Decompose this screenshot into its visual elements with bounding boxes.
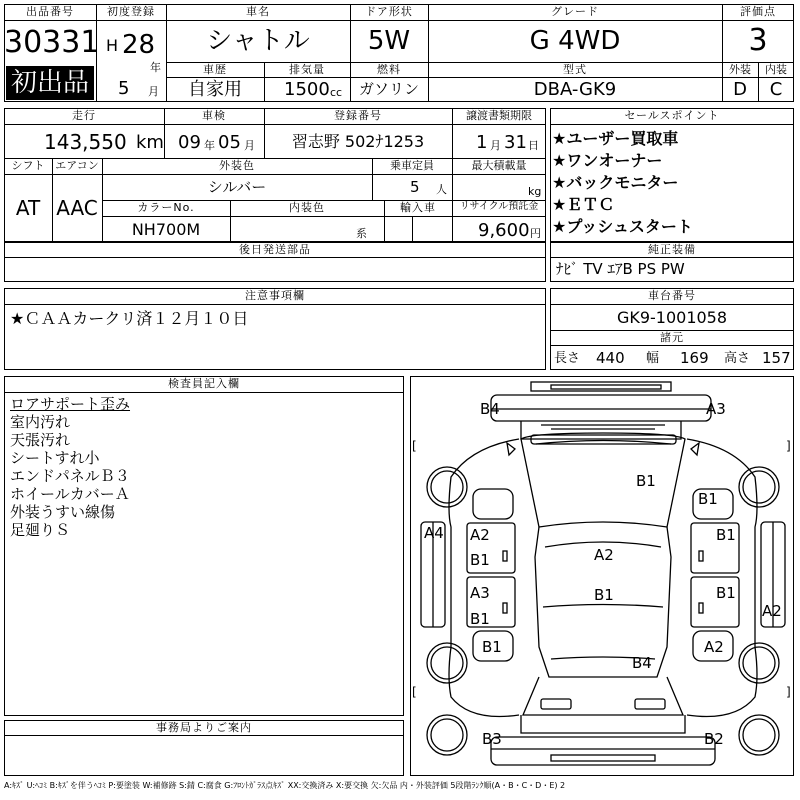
color-no: NH700M (131, 220, 201, 239)
bracket: [ (412, 439, 417, 453)
model-label: 型式 (563, 63, 587, 76)
damage-mark: B4 (632, 654, 652, 672)
capacity-label: 乗車定員 (390, 159, 434, 172)
damage-mark: B1 (594, 586, 614, 604)
fuel-label: 燃料 (377, 63, 401, 76)
equipment: ﾅﾋﾞ TV ｴｱB PS PW (556, 260, 685, 278)
damage-mark: B1 (636, 472, 656, 490)
inspector-remark: 足廻りＳ (10, 521, 71, 539)
sales-point: ★ＥＴＣ (552, 195, 615, 214)
inspection-year-unit: 年 (204, 139, 215, 152)
damage-mark: B1 (482, 638, 502, 656)
inspection-label: 車検 (202, 109, 226, 122)
inspector-remark: ホイールカバーＡ (10, 485, 130, 503)
sales-point: ★バックモニター (552, 173, 679, 192)
plate-number: 習志野 502ﾅ1253 (291, 132, 425, 151)
damage-mark: B3 (482, 730, 502, 748)
first-listing-badge: 初出品 (6, 66, 94, 100)
year-unit: 年 (150, 61, 161, 74)
damage-diagram (410, 376, 794, 776)
lot-number: 30331 (4, 25, 100, 60)
inspection-year: 09 (178, 132, 201, 153)
capacity: 5 (410, 178, 420, 196)
sales-point: ★プッシュスタート (552, 217, 693, 236)
exterior-color: シルバー (207, 178, 267, 196)
score-label: 評価点 (740, 5, 776, 18)
length: 440 (596, 349, 625, 367)
inspector-remark: シートすれ小 (10, 449, 100, 467)
car-outline (411, 377, 795, 777)
score: 3 (748, 23, 768, 58)
inspection-month: 05 (218, 132, 241, 153)
first-reg-year: 28 (122, 30, 156, 60)
max-load-label: 最大積載量 (471, 159, 527, 172)
equipment-label: 純正装備 (648, 243, 696, 256)
legend: A:ｷｽﾞ U:ﾍｺﾐ B:ｷｽﾞを伴うﾍｺﾐ P:要塗装 W:補修跡 S:錆 C:腐食 G:ﾌﾛﾝﾄｶﾞﾗｽ点ｷｽﾞ XX:交換済み X:要交換 欠:欠品 内・外装評価 5段階ﾗﾝｸ順(A・B・C・D・E) 2 (4, 781, 566, 790)
interior-color-unit: 系 (356, 227, 367, 240)
damage-mark: B1 (470, 551, 490, 569)
mileage-unit: km (136, 132, 164, 153)
damage-mark: B1 (716, 584, 736, 602)
transfer-day-unit: 日 (528, 139, 539, 152)
bracket: [ (412, 685, 417, 699)
inspection-month-unit: 月 (244, 139, 255, 152)
ac: AAC (56, 196, 98, 220)
grade: G 4WD (529, 26, 621, 56)
spec-block (4, 108, 546, 242)
door-type: 5W (367, 26, 411, 56)
transfer-month-unit: 月 (490, 139, 501, 152)
exterior-grade: D (733, 79, 747, 100)
inspector-remark: エンドパネルＢ３ (10, 467, 130, 485)
max-load-unit: kg (528, 185, 542, 198)
damage-mark: B1 (470, 610, 490, 628)
shift: AT (15, 196, 41, 220)
interior-color-label: 内装色 (289, 201, 325, 214)
height: 157 (762, 349, 791, 367)
notes-label: 注意事項欄 (245, 289, 305, 302)
sales-points-label: セールスポイント (624, 109, 720, 122)
width: 169 (680, 349, 709, 367)
inspector-label: 検査員記入欄 (168, 377, 240, 390)
damage-mark: A2 (470, 526, 490, 544)
damage-mark: A2 (704, 638, 724, 656)
chassis-number: GK9-1001058 (616, 308, 728, 327)
color-no-label: カラーNo. (137, 201, 195, 214)
car-name-label: 車名 (246, 5, 270, 18)
capacity-unit: 人 (436, 183, 447, 196)
recycle-unit: 円 (530, 227, 541, 240)
grade-label: グレード (551, 5, 599, 18)
recycle-deposit: 9,600 (478, 220, 530, 241)
chassis-label: 車台番号 (648, 289, 696, 302)
dims-label: 諸元 (660, 331, 684, 344)
history-label: 車歴 (203, 63, 227, 76)
fuel: ガソリン (358, 80, 419, 98)
first-reg-label: 初度登録 (107, 5, 155, 18)
ac-label: エアコン (55, 159, 99, 172)
notes-text: ★ＣＡＡカークリ済１２月１０日 (10, 309, 249, 328)
first-reg-month: 5 (118, 78, 130, 99)
shift-label: シフト (11, 159, 45, 172)
exterior-color-label: 外装色 (219, 159, 255, 172)
mileage-label: 走行 (72, 109, 96, 122)
exterior-label: 外装 (729, 63, 751, 76)
door-type-label: ドア形状 (365, 5, 413, 18)
displacement: 1500 (284, 79, 330, 100)
transfer-day: 31 (504, 132, 527, 153)
later-parts-label: 後日発送部品 (239, 243, 311, 256)
sales-point: ★ワンオーナー (552, 151, 663, 170)
damage-mark: B1 (698, 490, 718, 508)
transfer-deadline-label: 譲渡書類期限 (466, 109, 532, 122)
inspector-remark: 室内汚れ (10, 413, 71, 431)
damage-mark: B1 (716, 526, 736, 544)
inspector-remark: 天張汚れ (10, 431, 71, 449)
recycle-label: リサイクル預託金 (459, 201, 539, 212)
history: 自家用 (188, 79, 242, 100)
height-label: 高さ (724, 351, 751, 366)
model-code: DBA-GK9 (533, 79, 617, 100)
import-label: 輸入車 (400, 201, 436, 214)
bracket: ] (786, 439, 791, 453)
sales-point: ★ユーザー買取車 (552, 129, 679, 148)
office-label: 事務局よりご案内 (156, 721, 252, 734)
damage-mark: A2 (762, 602, 782, 620)
inspector-remark: 外装うすい線傷 (10, 503, 116, 521)
month-unit: 月 (148, 85, 159, 98)
damage-mark: A2 (594, 546, 614, 564)
damage-mark: B2 (704, 730, 724, 748)
plate-label: 登録番号 (334, 109, 382, 122)
displacement-unit: cc (330, 86, 343, 99)
era: H (106, 36, 119, 55)
damage-mark: A4 (424, 524, 444, 542)
damage-mark: A3 (706, 400, 726, 418)
transfer-month: 1 (476, 132, 488, 153)
length-label: 長さ (554, 351, 581, 366)
mileage: 143,550 (44, 130, 127, 154)
inspector-remark: ロアサポート歪み (10, 395, 131, 413)
displacement-label: 排気量 (289, 63, 325, 76)
damage-mark: B4 (480, 400, 500, 418)
bracket: ] (786, 685, 791, 699)
interior-grade: C (769, 79, 783, 100)
damage-mark: A3 (470, 584, 490, 602)
car-name: シャトル (206, 26, 310, 56)
width-label: 幅 (646, 351, 660, 366)
interior-label: 内装 (765, 63, 787, 76)
lot-no-label: 出品番号 (26, 5, 74, 18)
